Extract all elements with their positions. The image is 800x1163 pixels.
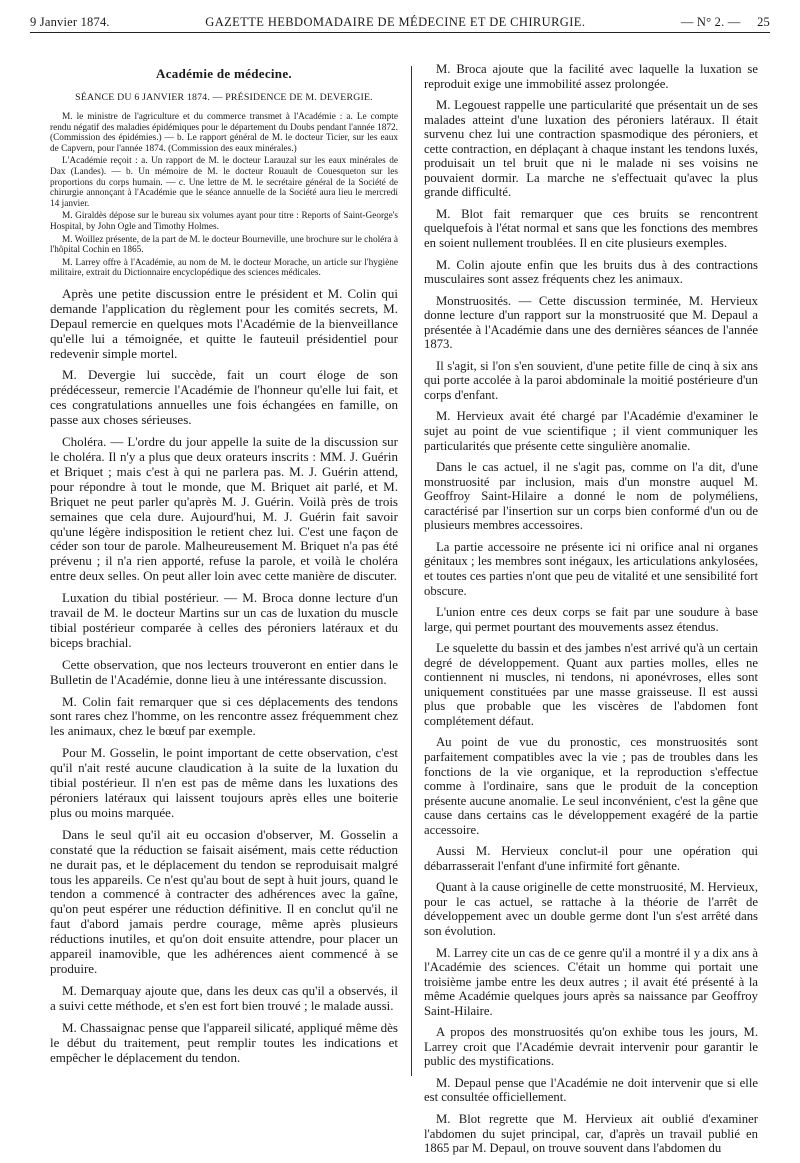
body-paragraph: Dans le seul qu'il ait eu occasion d'observer, M. Gosselin a constaté que la réduction se faisait aisément, mais cette réduction ne durait pas, et le déplacement du tendon se reproduisait malgré tous les appareils. Ce n'est qu'au bout de sept à huit jours, quand le tendon a commencé à contracter des adhérences avec la gaîne, qu'on peut espérer une réduction définitive. Il en conclut qu'il ne faut d'abord jamais perdre courage, même après plusieurs réductions inutiles, et qu'on doit ensuite attendre, pour placer un appareil inamovible, que les adhérences aient commencé à se produire.	[50, 826, 398, 976]
corr-paragraph: M. Giraldès dépose sur le bureau six volumes ayant pour titre : Reports of Saint-George's Hospital, by John Ogle and Timothy Holmes.	[50, 211, 398, 232]
body-paragraph: M. Depaul pense que l'Académie ne doit intervenir que si elle est consultée officiellement.	[424, 1075, 758, 1105]
header-issue	[681, 15, 770, 30]
body-paragraph: M. Hervieux avait été chargé par l'Académie d'examiner le sujet au point de vue scientifique ; il vient communiquer les particularités que présente cette singulière anomalie.	[424, 409, 758, 453]
header-date: 9 Janvier 1874.	[30, 15, 110, 29]
body-paragraph: M. Colin fait remarquer que si ces déplacements des tendons sont rares chez l'homme, on les rencontre assez fréquemment chez les animaux, chez le bœuf par exemple.	[50, 693, 398, 739]
body-paragraph: Cette observation, que nos lecteurs trouveront en entier dans le Bulletin de l'Académie, donne lieu à une intéressante discussion.	[50, 656, 398, 687]
header-rule	[30, 32, 770, 33]
body-paragraph: Quant à la cause originelle de cette monstruosité, M. Hervieux, pour le cas actuel, se rattache à la théorie de l'arrêt de développement avec un double germe dont l'un s'est arrêté dans son évolution.	[424, 880, 758, 938]
corr-paragraph: M. le ministre de l'agriculture et du commerce transmet à l'Académie : a. Le compte rendu négatif des maladies épidémiques pour le département du Doubs pendant l'année 1872. (Commission des épidémies.) — b. Le rapport général de M. le docteur Ticier, sur les eaux de Capvern, pour l'année 1874. (Commission des eaux minérales.)	[50, 112, 398, 154]
body-paragraph: M. Legouest rappelle une particularité que présentait un de ses malades atteint d'une luxation des péroniers latéraux. Il était survenu chez lui une contraction spasmodique des péroniers, et cette contraction, en déplaçant à chaque instant les tendons luxés, produisait un tel bruit que ni le malade ni ses voisins ne pouvaient dormir. La marche ne s'effectuait qu'avec la plus grande difficulté.	[424, 98, 758, 200]
body-paragraph: Luxation du tibial postérieur. — M. Broca donne lecture d'un travail de M. le docteur Martins sur un cas de luxation du muscle tibial postérieur comparée à celles des péroniers latéraux et du biceps brachial.	[50, 590, 398, 650]
body-paragraph: M. Demarquay ajoute que, dans les deux cas qu'il a observés, il a suivi cette méthode, et s'en est fort bien trouvé ; le malade aussi.	[50, 982, 398, 1013]
corr-paragraph: M. Larrey offre à l'Académie, au nom de M. le docteur Morache, un article sur l'hygiène militaire, extrait du Dictionnaire encyclopédique des sciences médicales.	[50, 257, 398, 279]
body-paragraph: Le squelette du bassin et des jambes n'est arrivé qu'à un certain degré de développement. Quant aux parties molles, elles ne contiennent ni muscles, ni tendons, ni aponévroses, elles sont uniquement constituées par une masse graisseuse. Il est aussi plus que probable que les viscères de l'abdomen font complétement défaut.	[424, 641, 758, 728]
body-paragraph: Au point de vue du pronostic, ces monstruosités sont parfaitement compatibles avec la vie ; pas de troubles dans les fonctions de la vie organique, et la reproduction s'effectue comme à l'ordinaire, sans que le produit de la conception présente aucune anomalie. Le seul inconvénient, c'est la gêne que cause dans certains cas le développement exagéré de la partie accessoire.	[424, 735, 758, 837]
section-title: Académie de médecine.	[156, 66, 292, 81]
body-paragraph: Il s'agit, si l'on s'en souvient, d'une petite fille de cinq à six ans qui porte accolée à la paroi abdominale la moitié postérieure d'un corps d'enfant.	[424, 358, 758, 402]
body-paragraph: M. Blot fait remarquer que ces bruits se rencontrent quelquefois à l'état normal et sans que les fonctions des membres en soient nullement troublées. Il en cite plusieurs exemples.	[424, 206, 758, 251]
body-paragraph: M. Devergie lui succède, fait un court éloge de son prédécesseur, remercie l'Académie de l'honneur qu'elle lui fait, et ces congratulations annuelles une fois échangées en famille, on passe aux choses sérieuses.	[50, 367, 398, 428]
body-paragraph: Après une petite discussion entre le président et M. Colin qui demande l'application du règlement pour les comités secrets, M. Depaul remercie en quelques mots l'Académie de la bienveillance qu'elle lui a témoignée, et quitte le fauteuil présidentiel pour redevenir simple mortel.	[50, 285, 398, 361]
corr-paragraph: M. Woillez présente, de la part de M. le docteur Bourneville, une brochure sur le choléra à l'hôpital Cochin en 1865.	[50, 234, 398, 256]
journal-title: GAZETTE HEBDOMADAIRE DE MÉDECINE ET DE CHIRURGIE.	[205, 15, 586, 29]
right-column	[424, 62, 758, 1163]
body-paragraph: L'union entre ces deux corps se fait par une soudure à base large, qui permet pourtant des mouvements assez étendus.	[424, 605, 758, 634]
body-paragraph: M. Chassaignac pense que l'appareil silicaté, appliqué même dès le début du traitement, peut remplir toutes les indications et empêcher le déplacement du tendon.	[50, 1019, 398, 1065]
body-paragraph: Monstruosités. — Cette discussion terminée, M. Hervieux donne lecture d'un rapport sur la monstruosité que M. Depaul a présentée à l'Académie dans une des dernières séances de l'année 1873.	[424, 293, 758, 352]
body-paragraph: La partie accessoire ne présente ici ni orifice anal ni organes génitaux ; les membres sont inégaux, les articulations ankylosées, et toutes ces parties n'ont que peu de vitalité et une sensibilité fort obscure.	[424, 539, 758, 598]
body-paragraph: Pour M. Gosselin, le point important de cette observation, c'est qu'il n'ait resté aucune claudication à la suite de la luxation du tibial postérieur. Il n'en est pas de même dans les luxations des péroniers latéraux qui laissent toujours après elles une boiterie plus ou moins marquée.	[50, 745, 398, 820]
body-paragraph: M. Colin ajoute enfin que les bruits dus à des contractions musculaires sont assez fréquents chez les animaux.	[424, 257, 758, 287]
left-column	[50, 62, 398, 1072]
page-number: 25	[757, 15, 770, 29]
body-paragraph: M. Larrey cite un cas de ce genre qu'il a montré il y a dix ans à l'Académie des sciences. C'était un homme qui portait une troisième jambe entre les deux autres ; il avait été présenté à la même Académie quelques jours après sa naissance par Geoffroy Saint-Hilaire.	[424, 945, 758, 1018]
column-divider	[411, 66, 412, 1076]
issue-number: — N° 2. —	[680, 15, 741, 29]
body-paragraph: Choléra. — L'ordre du jour appelle la suite de la discussion sur le choléra. Il n'y a plus que deux orateurs inscrits : MM. J. Guérin et Briquet ; mais c'est à qui ne parlera pas. M. J. Guérin attend, pour répondre à tout le monde, que M. Briquet ait parlé, et M. Briquet ne peut parler qu'après M. J. Guérin. Voilà près de trois semaines que cela dure. Aujourd'hui, M. J. Guérin fait savoir qu'une légère indisposition le retient chez lui. C'est une façon de céder son tour de parole. Malheureusement M. Briquet n'a pas été prévenu ; il n'a rien apporté, refuse la parole, et voilà le choléra entre deux selles. On peut aller loin avec cette manière de discuter.	[50, 434, 398, 584]
correspondence	[50, 112, 398, 279]
corr-paragraph: L'Académie reçoit : a. Un rapport de M. le docteur Larauzal sur les eaux minérales de Dax (Landes). — b. Un mémoire de M. le docteur Rouault de Couesqueton sur les proportions du corps humain. — c. Une lettre de M. le secrétaire général de la Société de chirurgie annonçant à l'Académie que le séance annuelle de la Société aura lieu le mercredi 14 janvier.	[50, 156, 398, 209]
body-paragraph: Aussi M. Hervieux conclut-il pour une opération qui débarrasserait l'enfant d'une infirmité fort gênante.	[424, 844, 758, 873]
running-header	[30, 4, 770, 30]
body-paragraph: Dans le cas actuel, il ne s'agit pas, comme on l'a dit, d'une monstruosité par inclusion, mais d'un monstre auquel M. Geoffroy Saint-Hilaire a donné le nom de polyméliens, caractérisé par l'insertion sur un corps bien conformé d'un ou de plusieurs membres accessoires.	[424, 460, 758, 533]
body-paragraph: M. Broca ajoute que la facilité avec laquelle la luxation se reproduit exige une immobilité assez prolongée.	[424, 62, 758, 91]
session-line: SÉANCE DU 6 JANVIER 1874. — PRÉSIDENCE DE M. DEVERGIE.	[75, 92, 373, 103]
body-paragraph: A propos des monstruosités qu'on exhibe tous les jours, M. Larrey croit que l'Académie devrait intervenir pour garantir le public des mystifications.	[424, 1025, 758, 1069]
body-paragraph: M. Blot regrette que M. Hervieux ait oublié d'examiner l'abdomen du sujet principal, car, d'après un travail publié en 1865 par M. Depaul, on trouve souvent dans l'abdomen du	[424, 1112, 758, 1156]
